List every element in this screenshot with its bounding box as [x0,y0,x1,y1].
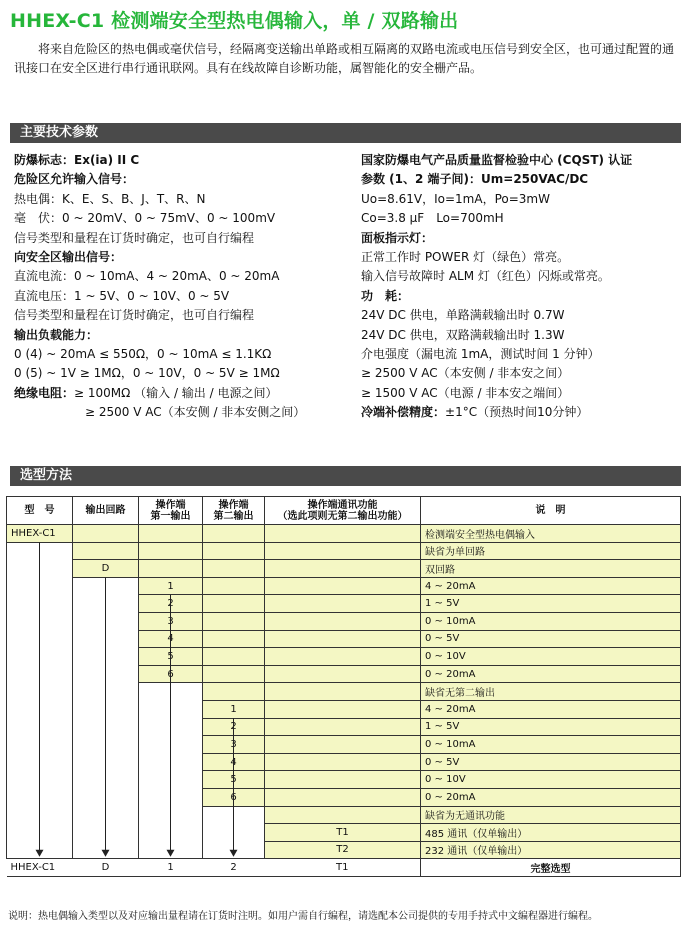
code-cell [73,841,139,859]
code-cell [73,824,139,842]
code-cell [203,824,265,842]
table-row [7,525,681,543]
code-cell [203,648,265,666]
spec-line: 输出负载能力： [14,327,99,342]
spec-line: 信号类型和量程在订货时确定，也可自行编程 [14,308,255,323]
description-cell: 4 ~ 20mA [421,577,681,595]
code-cell [73,788,139,806]
table-header-cell: 输出回路 [73,497,139,525]
code-cell [7,806,73,824]
cold-junction-label: 冷端补偿精度： [361,405,446,420]
table-header-cell: 说 明 [421,497,681,525]
code-cell: D [73,560,139,578]
spec-line: 功 耗： [361,288,410,303]
code-cell [7,841,73,859]
code-cell [203,841,265,859]
code-cell [265,595,421,613]
code-cell: D [73,859,139,877]
code-cell [203,665,265,683]
description-cell: 0 ~ 10mA [421,736,681,754]
table-row [7,718,681,736]
code-cell [73,630,139,648]
code-cell [139,542,203,560]
description-cell: 双回路 [421,560,681,578]
code-cell [139,683,203,701]
code-cell [265,560,421,578]
code-cell [7,771,73,789]
code-cell [139,771,203,789]
code-cell [73,683,139,701]
code-cell [203,683,265,701]
description-cell: 1 ~ 5V [421,718,681,736]
footnote: 说明：热电偶输入类型以及对应输出量程请在订货时注明。如用户需自行编程，请选配本公司提供的专用手持式中文编程器进行编程。 [8,911,598,922]
code-cell [73,577,139,595]
description-cell: 0 ~ 10V [421,771,681,789]
description-cell: 4 ~ 20mA [421,700,681,718]
table-row [7,824,681,842]
code-cell [203,577,265,595]
code-cell [265,665,421,683]
spec-line: 热电偶：K、E、S、B、J、T、R、N [14,191,206,206]
table-row [7,736,681,754]
code-cell [265,683,421,701]
code-cell [203,630,265,648]
table-row [7,595,681,613]
insulation-value: ≥ 100MΩ （输入 / 输出 / 电源之间） [74,385,278,400]
spec-line: ≥ 2500 V AC（本安侧 / 非本安侧之间） [85,405,306,420]
description-cell: 485 通讯（仅单输出） [421,824,681,842]
table-header-cell: 操作端 第一输出 [139,497,203,525]
code-cell [139,700,203,718]
code-cell: 3 [203,736,265,754]
spec-line: 危险区允许输入信号： [14,172,135,187]
code-cell [73,665,139,683]
code-cell: 1 [139,859,203,877]
table-header-cell: 操作端 第二输出 [203,497,265,525]
code-cell [265,648,421,666]
description-cell: 缺省为单回路 [421,542,681,560]
table-row [7,577,681,595]
code-cell [73,806,139,824]
code-cell [7,788,73,806]
code-cell [265,718,421,736]
code-cell [7,595,73,613]
cold-junction-value: ±1°C（预热时间10分钟） [445,405,589,420]
description-cell: 0 ~ 5V [421,753,681,771]
code-cell [73,718,139,736]
code-cell [7,577,73,595]
spec-line: 0 (5) ~ 1V ≥ 1MΩ，0 ~ 10V，0 ~ 5V ≥ 1MΩ [14,366,280,381]
spec-line: 24V DC 供电，单路满载输出时 0.7W [361,308,565,323]
description-cell: 完整选型 [421,859,681,877]
code-cell [265,753,421,771]
code-cell [203,612,265,630]
spec-line: 输入信号故障时 ALM 灯（红色）闪烁或常亮。 [361,269,610,284]
code-cell: 4 [203,753,265,771]
code-cell [7,824,73,842]
code-cell [139,788,203,806]
code-cell [73,648,139,666]
code-cell [139,736,203,754]
code-cell [265,736,421,754]
spec-line: 介电强度（漏电流 1mA，测试时间 1 分钟） [361,347,600,362]
table-row [7,683,681,701]
description-cell: 检测端安全型热电偶输入 [421,525,681,543]
description-cell: 0 ~ 5V [421,630,681,648]
description-cell: 0 ~ 10V [421,648,681,666]
code-cell [7,665,73,683]
code-cell [139,841,203,859]
code-cell [73,595,139,613]
code-cell [73,700,139,718]
code-cell [73,542,139,560]
spec-line: 毫 伏：0 ~ 20mV、0 ~ 75mV、0 ~ 100mV [14,211,276,226]
table-row [7,700,681,718]
description-cell: 0 ~ 10mA [421,612,681,630]
spec-line: Co=3.8 μF Lo=700mH [361,211,504,226]
code-cell [7,683,73,701]
description-cell: 0 ~ 20mA [421,665,681,683]
code-cell [7,630,73,648]
code-cell [203,525,265,543]
code-cell [7,612,73,630]
code-cell [139,806,203,824]
description-cell: 1 ~ 5V [421,595,681,613]
spec-line: 国家防爆电气产品质量监督检验中心 (CQST) 认证 [361,153,633,167]
code-cell: 3 [139,612,203,630]
code-cell [265,630,421,648]
description-cell: 232 通讯（仅单输出） [421,841,681,859]
code-cell: 5 [203,771,265,789]
code-cell [7,648,73,666]
code-cell [265,525,421,543]
code-cell [7,736,73,754]
table-row [7,648,681,666]
table-header-row [7,497,681,525]
page-title: HHEX-C1 检测端安全型热电偶输入，单 / 双路输出 [10,10,459,32]
spec-line: 直流电压：1 ~ 5V、0 ~ 10V、0 ~ 5V [14,288,230,303]
spec-line: ≥ 2500 V AC（本安侧 / 非本安之间） [361,366,570,381]
code-cell [203,595,265,613]
spec-line: 向安全区输出信号： [14,250,123,265]
code-cell: HHEX-C1 [7,859,73,877]
code-cell [7,700,73,718]
spec-line: 24V DC 供电，双路满载输出时 1.3W [361,327,565,342]
code-cell [139,718,203,736]
code-cell: 2 [203,859,265,877]
spec-line [14,384,305,403]
code-cell [265,788,421,806]
code-cell: 1 [203,700,265,718]
code-cell [139,525,203,543]
description-cell: 缺省为无通讯功能 [421,806,681,824]
code-cell [265,700,421,718]
code-cell: 6 [139,665,203,683]
code-cell [73,612,139,630]
spec-line: 信号类型和量程在订货时确定，也可自行编程 [14,230,255,245]
code-cell: HHEX-C1 [7,525,73,543]
intro-paragraph: 将来自危险区的热电偶或毫伏信号，经隔离变送输出单路或相互隔离的双路电流或电压信号到安全区，也可通过配置的通讯接口在安全区进行串行通讯联网。具有在线故障自诊断功能，属智能化的安全栅产品。 [14,42,675,75]
code-cell [265,771,421,789]
code-cell [265,542,421,560]
table-header-cell: 操作端通讯功能 （选此项则无第二输出功能） [265,497,421,525]
table-row [7,612,681,630]
table-row [7,771,681,789]
code-cell [73,525,139,543]
table-row [7,859,681,877]
code-cell: 2 [139,595,203,613]
table-row [7,560,681,578]
code-cell: 4 [139,630,203,648]
code-cell: 1 [139,577,203,595]
spec-line: 0 (4) ~ 20mA ≤ 550Ω，0 ~ 10mA ≤ 1.1KΩ [14,347,272,362]
table-header-cell: 型 号 [7,497,73,525]
spec-line [361,403,632,422]
code-cell [73,771,139,789]
code-cell [7,718,73,736]
table-row [7,542,681,560]
code-cell [203,542,265,560]
code-cell [7,542,73,560]
code-cell: 2 [203,718,265,736]
spec-line: 参数 (1、2 端子间)：Um=250VAC/DC [361,172,589,187]
code-cell [139,753,203,771]
section-header-selection: 选型方法 [10,466,681,486]
code-cell [7,753,73,771]
spec-line: 正常工作时 POWER 灯（绿色）常亮。 [361,250,570,265]
code-cell [7,560,73,578]
code-cell [203,806,265,824]
selection-table [6,496,681,877]
table-row [7,788,681,806]
code-cell [203,560,265,578]
code-cell: 6 [203,788,265,806]
code-cell [265,806,421,824]
table-row [7,753,681,771]
table-row [7,841,681,859]
specs-right-column [361,151,632,423]
code-cell: T1 [265,824,421,842]
spec-line: 直流电流：0 ~ 10mA、4 ~ 20mA、0 ~ 20mA [14,269,280,284]
spec-line: 面板指示灯： [361,230,434,245]
insulation-label: 绝缘电阻： [14,385,75,400]
code-cell [265,577,421,595]
code-cell: T2 [265,841,421,859]
code-cell [73,753,139,771]
code-cell [139,824,203,842]
description-cell: 0 ~ 20mA [421,788,681,806]
code-cell: 5 [139,648,203,666]
section-header-specs: 主要技术参数 [10,123,681,143]
code-cell [265,612,421,630]
spec-line: ≥ 1500 V AC（电源 / 非本安之端间） [361,385,570,400]
code-cell [139,560,203,578]
code-cell: T1 [265,859,421,877]
specs-left-column [14,151,305,423]
spec-line: 防爆标志：Ex(ia) II C [14,153,140,167]
table-row [7,630,681,648]
table-row [7,806,681,824]
spec-line: Uo=8.61V，Io=1mA，Po=3mW [361,191,550,206]
table-row [7,665,681,683]
description-cell: 缺省无第二输出 [421,683,681,701]
code-cell [73,736,139,754]
